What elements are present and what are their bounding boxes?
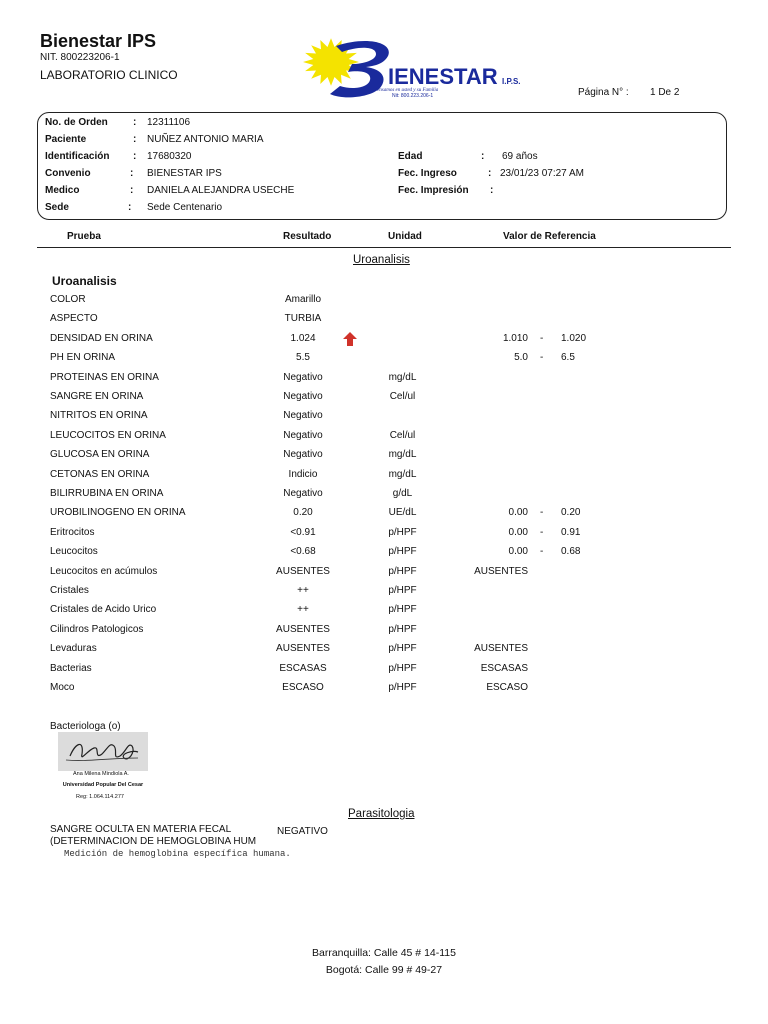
reference-min: 0.00 — [508, 507, 528, 519]
identification-value: 17680320 — [147, 151, 192, 162]
col-header-result: Resultado — [283, 231, 332, 242]
table-row — [0, 507, 768, 525]
reference-dash: - — [540, 526, 544, 538]
col-header-unit: Unidad — [388, 231, 422, 242]
reference-min: 0.00 — [508, 526, 528, 538]
test-name: Moco — [50, 682, 75, 693]
test-name: Leucocitos — [50, 546, 98, 558]
agreement-value: BIENESTAR IPS — [147, 168, 222, 179]
order-number-colon: : — [133, 117, 137, 128]
test-unit: p/HPF — [388, 585, 417, 596]
test-result: Negativo — [283, 488, 323, 499]
section-title-uroanalisis: Uroanalisis — [353, 254, 410, 266]
age-value: 69 años — [502, 151, 538, 162]
table-row — [0, 410, 768, 428]
admission-date-value: 23/01/23 07:27 AM — [500, 168, 584, 179]
high-value-arrow-icon — [342, 331, 358, 347]
test-unit: g/dL — [392, 488, 413, 499]
header-divider — [37, 247, 731, 248]
table-row — [0, 585, 768, 603]
parasitology-test-line1: SANGRE OCULTA EN MATERIA FECAL — [50, 824, 232, 835]
identification-colon: : — [133, 151, 137, 162]
page-number-label: Página N° : — [578, 87, 629, 98]
test-unit: Cel/ul — [389, 391, 416, 402]
parasitology-result: NEGATIVO — [277, 826, 328, 837]
test-name: NITRITOS EN ORINA — [50, 410, 148, 422]
test-result: <0.91 — [290, 526, 316, 538]
reference-min: AUSENTES — [474, 643, 528, 655]
test-result: Negativo — [283, 391, 323, 402]
col-header-reference: Valor de Referencia — [503, 231, 596, 242]
test-result: Indicio — [288, 468, 318, 480]
reference-min: ESCASAS — [480, 662, 528, 674]
order-number-value: 12311106 — [147, 117, 191, 128]
table-row — [0, 430, 768, 448]
test-unit: p/HPF — [388, 623, 417, 635]
test-result: ++ — [297, 585, 309, 596]
lab-title: LABORATORIO CLINICO — [40, 68, 178, 82]
signature-name: Ana Milena Mindiola A. — [73, 771, 129, 777]
lab-nit: NIT. 800223206-1 — [40, 52, 120, 63]
reference-dash: - — [540, 332, 544, 344]
test-name: CETONAS EN ORINA — [50, 468, 150, 480]
print-date-colon: : — [490, 185, 494, 196]
age-colon: : — [481, 151, 485, 162]
table-row — [0, 624, 768, 642]
patient-value: NUÑEZ ANTONIO MARIA — [147, 134, 264, 145]
test-name: Bacterias — [50, 662, 92, 674]
reference-max: 0.91 — [561, 526, 581, 538]
reference-dash: - — [540, 352, 544, 364]
admission-date-label: Fec. Ingreso — [398, 168, 457, 179]
test-unit: p/HPF — [388, 565, 417, 577]
reference-min: 1.010 — [502, 332, 528, 344]
test-result: Negativo — [283, 371, 323, 383]
test-name: Cristales — [50, 585, 89, 596]
site-colon: : — [128, 202, 132, 213]
lab-name: Bienestar IPS — [40, 31, 157, 51]
parasitology-test-line2: (DETERMINACION DE HEMOGLOBINA HUM — [50, 836, 257, 847]
test-unit: p/HPF — [388, 604, 417, 616]
test-name: DENSIDAD EN ORINA — [50, 332, 153, 344]
test-name: Cristales de Acido Urico — [50, 604, 157, 616]
test-name: ASPECTO — [50, 313, 98, 325]
page-number-value: 1 De 2 — [650, 87, 680, 98]
test-unit: UE/dL — [388, 507, 417, 519]
reference-max: 6.5 — [561, 352, 575, 364]
test-name: Eritrocitos — [50, 526, 95, 538]
test-result: ESCASAS — [279, 662, 327, 674]
bienestar-logo — [296, 34, 536, 100]
test-unit: p/HPF — [388, 682, 417, 693]
footer-address-barranquilla: Barranquilla: Calle 45 # 14-115 — [312, 947, 456, 959]
table-row — [0, 663, 768, 681]
section-title-parasitologia: Parasitologia — [348, 808, 415, 820]
test-name: COLOR — [50, 294, 86, 305]
test-result: ESCASO — [282, 682, 324, 693]
logo-brand: IENESTAR — [388, 64, 498, 89]
reference-max: 0.20 — [561, 507, 581, 519]
test-name: LEUCOCITOS EN ORINA — [50, 429, 166, 441]
reference-min: 5.0 — [514, 352, 528, 364]
test-unit: mg/dL — [388, 371, 417, 383]
test-unit: Cel/ul — [389, 429, 416, 441]
test-result: TURBIA — [284, 313, 322, 325]
table-row — [0, 313, 768, 331]
agreement-label: Convenio — [45, 168, 91, 179]
patient-colon: : — [133, 134, 137, 145]
test-unit: mg/dL — [388, 468, 417, 480]
reference-max: 1.020 — [561, 332, 587, 344]
table-row — [0, 566, 768, 584]
table-row — [0, 372, 768, 390]
footer-address-bogota: Bogotá: Calle 99 # 49-27 — [325, 964, 443, 976]
table-row — [0, 682, 768, 700]
order-number-label: No. de Orden — [45, 117, 108, 128]
site-value: Sede Centenario — [147, 202, 223, 213]
logo-nit: Nit: 800.223.206-1 — [392, 93, 434, 99]
test-unit: mg/dL — [388, 449, 417, 461]
table-row — [0, 488, 768, 506]
test-name: PROTEINAS EN ORINA — [50, 371, 159, 383]
test-result: Negativo — [283, 429, 323, 441]
signature-university: Universidad Popular Del Cesar — [62, 782, 144, 788]
test-name: PH EN ORINA — [50, 352, 116, 364]
reference-min: AUSENTES — [474, 565, 528, 577]
test-result: ++ — [297, 604, 309, 616]
test-unit: p/HPF — [388, 643, 417, 655]
site-label: Sede — [45, 202, 69, 213]
test-unit: p/HPF — [388, 662, 417, 674]
reference-max: 0.68 — [561, 546, 581, 558]
identification-label: Identificación — [45, 151, 110, 162]
signature-label: Bacteriologa (o) — [50, 721, 121, 732]
table-row — [0, 546, 768, 564]
test-name: Leucocitos en acúmulos — [50, 565, 158, 577]
test-result: AUSENTES — [276, 643, 330, 655]
test-unit: p/HPF — [388, 526, 417, 538]
test-name: SANGRE EN ORINA — [50, 391, 144, 402]
table-row — [0, 604, 768, 622]
table-row — [0, 449, 768, 467]
table-row — [0, 333, 768, 351]
test-name: GLUCOSA EN ORINA — [50, 449, 150, 461]
parasitology-note: Medición de hemoglobina específica humana. — [64, 849, 291, 859]
signature-registration: Reg: 1.064.114.277 — [76, 794, 124, 800]
table-row — [0, 643, 768, 661]
logo-suffix: I.P.S. — [502, 77, 521, 86]
test-result: 0.20 — [293, 507, 313, 519]
signature-image — [58, 732, 148, 771]
test-name: Levaduras — [50, 643, 97, 655]
test-result: Negativo — [283, 410, 323, 422]
test-result: 5.5 — [296, 352, 310, 364]
agreement-colon: : — [130, 168, 134, 179]
print-date-label: Fec. Impresión — [398, 185, 469, 196]
test-result: Amarillo — [284, 294, 322, 305]
test-name: BILIRRUBINA EN ORINA — [50, 488, 164, 499]
reference-min: 0.00 — [508, 546, 528, 558]
doctor-label: Medico — [45, 185, 80, 196]
signature-icon — [58, 732, 148, 771]
test-name: UROBILINOGENO EN ORINA — [50, 507, 186, 519]
reference-dash: - — [540, 546, 544, 558]
subsection-title-uroanalisis: Uroanalisis — [52, 274, 117, 288]
logo-tagline: Pensamos en usted y su Familia — [374, 88, 439, 93]
col-header-test: Prueba — [67, 231, 101, 242]
test-result: 1.024 — [290, 332, 316, 344]
test-result: Negativo — [283, 449, 323, 461]
admission-date-colon: : — [488, 168, 492, 179]
patient-label: Paciente — [45, 134, 87, 145]
table-row — [0, 391, 768, 409]
test-result: <0.68 — [290, 546, 316, 558]
doctor-value: DANIELA ALEJANDRA USECHE — [147, 185, 295, 196]
test-result: AUSENTES — [276, 565, 330, 577]
test-result: AUSENTES — [276, 623, 330, 635]
test-name: Cilindros Patologicos — [50, 623, 144, 635]
table-row — [0, 469, 768, 487]
table-row — [0, 352, 768, 370]
test-unit: p/HPF — [388, 546, 417, 558]
doctor-colon: : — [130, 185, 134, 196]
table-row — [0, 294, 768, 312]
reference-dash: - — [540, 507, 544, 519]
age-label: Edad — [398, 151, 423, 162]
patient-info-box — [37, 112, 727, 220]
table-row — [0, 527, 768, 545]
reference-min: ESCASO — [486, 682, 528, 693]
